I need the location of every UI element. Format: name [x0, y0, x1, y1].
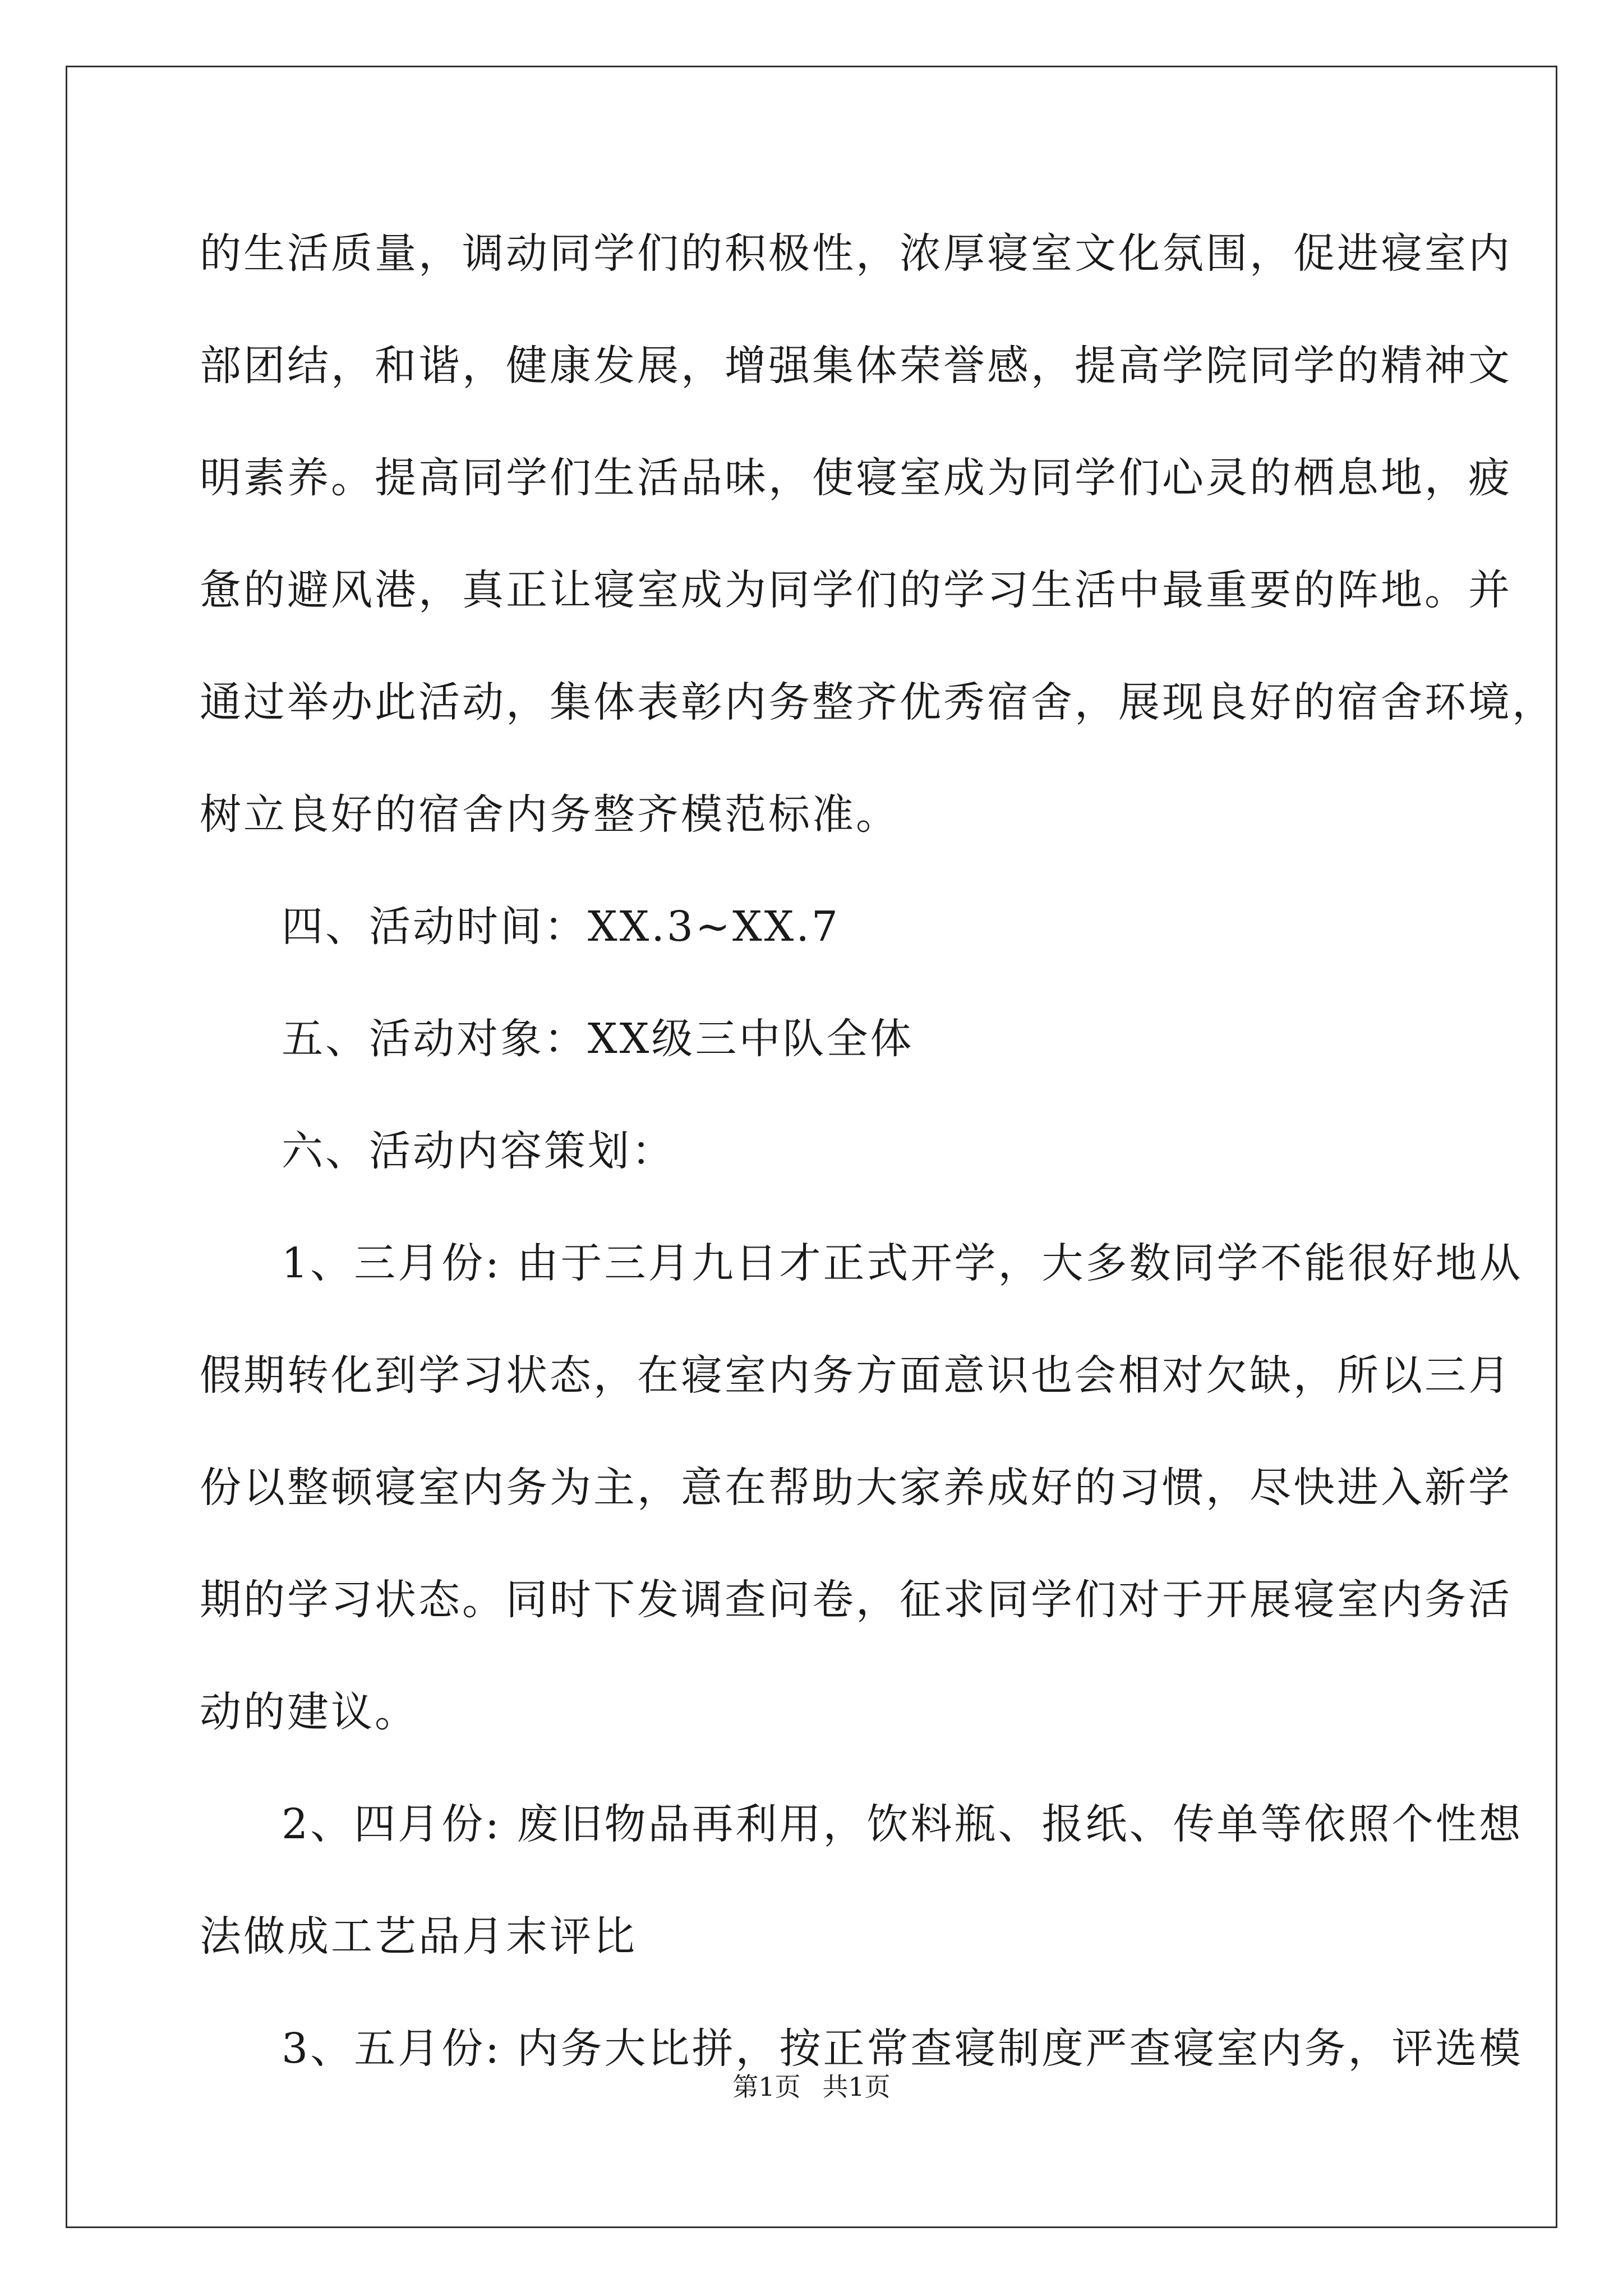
body-line: 动的建议。 — [200, 1688, 418, 1736]
body-line: 份以整顿寝室内务为主，意在帮助大家养成好的习惯，尽快进入新学 — [200, 1464, 1512, 1512]
body-line: 假期转化到学习状态，在寝室内务方面意识也会相对欠缺，所以三月 — [200, 1351, 1512, 1400]
plan-item-march: 1、三月份: 由于三月九日才正式开学，大多数同学不能很好地从 — [282, 1239, 1523, 1287]
body-line: 树立良好的宿舍内务整齐模范标准。 — [200, 790, 900, 839]
body-line: 通过举办此活动，集体表彰内务整齐优秀宿舍，展现良好的宿舍环境， — [200, 678, 1556, 726]
document-body — [200, 220, 1556, 2127]
section-activity-time: 四、活动时间：XX.3~XX.7 — [282, 903, 840, 951]
section-activity-plan: 六、活动内容策划： — [282, 1127, 675, 1175]
section-activity-target: 五、活动对象：XX级三中队全体 — [282, 1015, 914, 1063]
body-line: 惫的避风港，真正让寝室成为同学们的学习生活中最重要的阵地。并 — [200, 566, 1512, 614]
page-footer — [0, 2070, 1623, 2104]
body-line: 法做成工艺品月末评比 — [200, 1912, 637, 1961]
plan-item-may: 3、五月份: 内务大比拼，按正常查寝制度严查寝室内务，评选模 — [282, 2024, 1523, 2073]
body-line: 期的学习状态。同时下发调查问卷，征求同学们对于开展寝室内务活 — [200, 1576, 1512, 1624]
body-line: 部团结，和谐，健康发展，增强集体荣誉感，提高学院同学的精神文 — [200, 342, 1512, 390]
body-line: 的生活质量，调动同学们的积极性，浓厚寝室文化氛围，促进寝室内 — [200, 229, 1512, 278]
plan-item-april: 2、四月份: 废旧物品再利用，饮料瓶、报纸、传单等依照个性想 — [282, 1800, 1523, 1848]
body-line: 明素养。提高同学们生活品味，使寝室成为同学们心灵的栖息地，疲 — [200, 454, 1512, 502]
page-total: 共1页 — [822, 2072, 891, 2102]
page-number: 第1页 — [732, 2072, 801, 2102]
